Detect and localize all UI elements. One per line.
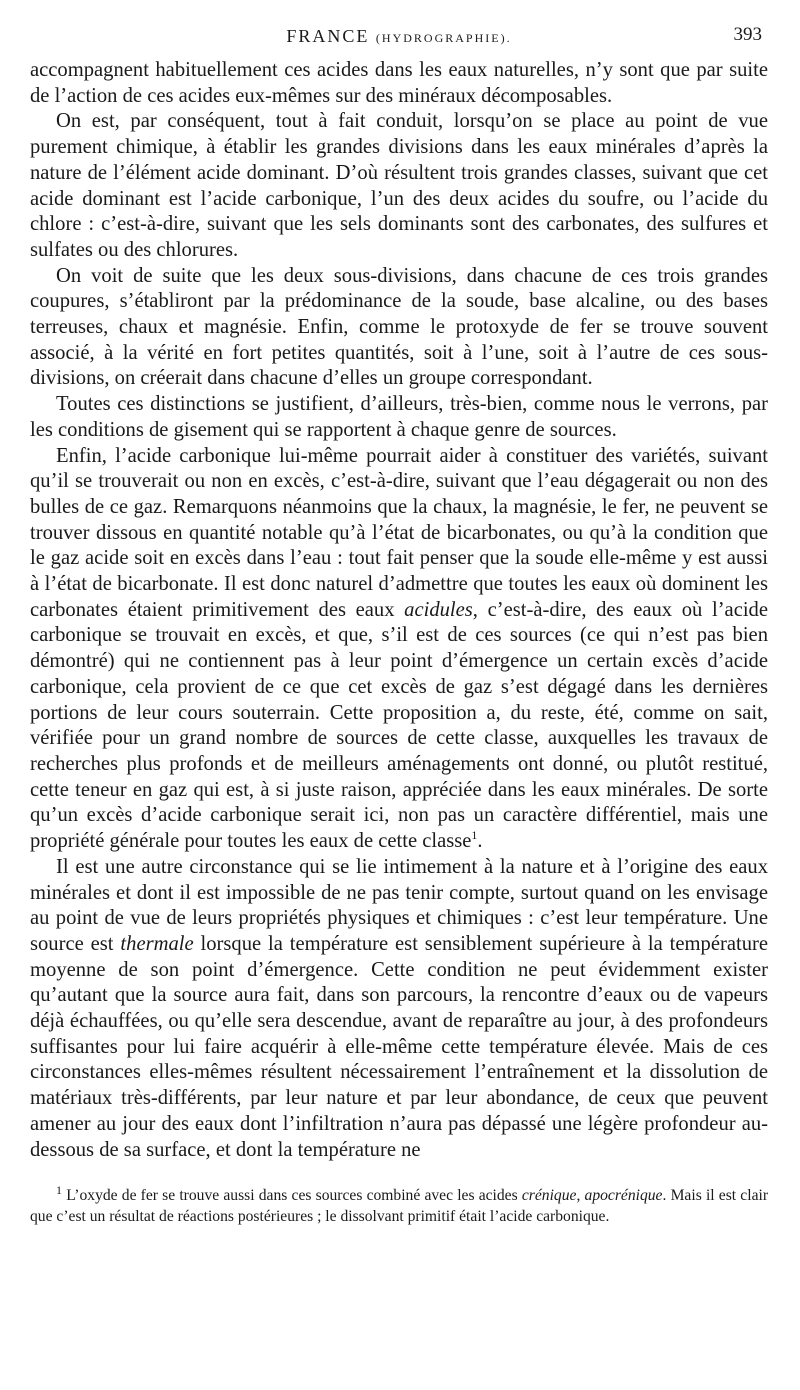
book-page (30, 22, 768, 1227)
text-segment: accompagnent habituellement ces acides dans les eaux naturelles, n’y sont que par suite de l’action de ces acides eux-mêmes sur des minéraux décomposables. (30, 59, 768, 107)
italic-text: thermale (120, 932, 194, 955)
text-segment: Il est une autre circonstance qui se lie intimement à la nature et à l’origine des eaux minérales et dont il est impossible de ne pas tenir compte, surtout quand on les envisage au point de vue de leurs propriétés physiques et chimiques : c’est leur température. Une source est (30, 855, 768, 955)
text-segment: lorsque la température est sensiblement supérieure à la température moyenne de son point d’émergence. Cette condition ne peut évidemment exister qu’autant que la source aura fait, dans son parcours, la rencontre d’eaux ou de vapeurs déjà échauffées, ou qu’elle sera descendue, avant de reparaître au jour, à des profondeurs suffisantes pour lui faire acquérir à elle-même cette température élevée. Mais de ces circonstances elles-mêmes résultent nécessairement l’entraînement et la dissolution de matériaux très-différents, par leur nature et par leur abondance, de ceux que peuvent amener au jour des eaux dont l’infiltration n’aura pas dépassé une légère profondeur au-dessous de sa surface, et dont la température ne (30, 932, 769, 1161)
paragraph (30, 855, 768, 1163)
text-segment: . (477, 830, 483, 853)
text-segment: , (576, 1187, 585, 1205)
italic-text: acidules (404, 598, 473, 621)
footnotes (30, 1185, 768, 1227)
footnote (30, 1185, 768, 1227)
body-text (30, 58, 768, 1163)
running-head-country: FRANCE (286, 26, 370, 46)
footnote-marker: 1 (56, 1183, 62, 1198)
running-head-title (30, 26, 768, 47)
text-segment: Toutes ces distinctions se justifient, d’ailleurs, très-bien, comme nous le verrons, par les conditions de gisement qui se rapportent à chaque genre de sources. (30, 393, 768, 441)
text-segment: On est, par conséquent, tout à fait conduit, lorsqu’on se place au point de vue purement chimique, à établir les grandes divisions dans les eaux minérales d’après la nature de l’élément acide dominant. D’où résultent trois grandes classes, suivant que cet acide dominant est l’acide carbonique, l’un des deux acides du soufre, ou l’acide du chlore : c’est-à-dire, suivant que les sels dominants sont des carbonates, des sulfures et sulfates ou des chlorures. (30, 110, 768, 261)
text-segment: . Mais il est clair que c’est un résultat de réactions postérieures ; le dissolvant primitif était l’acide carbonique. (30, 1187, 769, 1226)
paragraph (30, 392, 768, 443)
paragraph (30, 58, 768, 109)
running-head (30, 22, 768, 52)
text-segment: Enfin, l’acide carbonique lui-même pourrait aider à constituer des variétés, suivant qu’il se trouverait ou non en excès, c’est-à-dire, suivant que l’eau dégagerait ou non des bulles de ce gaz. Remarquons néanmoins que la chaux, la magnésie, le fer, ne peuvent se trouver dissous en quantité notable qu’à l’état de bicarbonates, ou qu’à la condition que le gaz acide soit en excès dans l’eau : tout fait penser que la soude elle-même y est aussi à l’état de bicarbonate. Il est donc naturel d’admettre que toutes les eaux où dominent les carbonates étaient primitivement des eaux (30, 444, 768, 621)
paragraph (30, 264, 768, 393)
paragraph (30, 109, 768, 263)
text-segment: L’oxyde de fer se trouve aussi dans ces sources combiné avec les acides (62, 1187, 522, 1205)
paragraph (30, 444, 768, 855)
italic-text: apocrénique (584, 1187, 663, 1205)
running-head-subtitle: (HYDROGRAPHIE). (375, 31, 512, 45)
page-number: 393 (733, 24, 762, 45)
text-segment: , c’est-à-dire, des eaux où l’acide carbonique se trouvait en excès, et que, s’il est de ces sources (ce qui n’est pas bien démontré) qui ne contiennent pas à leur point d’émergence un certain excès d’acide carbonique, cela provient de ce que cet excès de gaz s’est dégagé dans les dernières portions de leur cours souterrain. Cette proposition a, du reste, été, comme on sait, vérifiée pour un grand nombre de sources de cette classe, auxquelles les travaux de recherches plus profonds et de meilleurs aménagements ont donné, ou plutôt restitué, cette teneur en gaz qui est, à si juste raison, appréciée dans les eaux minérales. De sorte qu’un excès d’acide carbonique serait ici, non pas un caractère différentiel, mais une propriété générale pour toutes les eaux de cette classe (30, 598, 768, 853)
footnote-marker: 1 (471, 828, 478, 843)
italic-text: crénique (521, 1187, 577, 1205)
text-segment: On voit de suite que les deux sous-divisions, dans chacune de ces trois grandes coupures, s’établiront par la prédominance de la soude, base alcaline, ou des bases terreuses, chaux et magnésie. Enfin, comme le protoxyde de fer se trouve souvent associé, à la vérité en fort petites quantités, soit à l’une, soit à l’autre de ces sous-divisions, on créerait dans chacune d’elles un groupe correspondant. (30, 264, 768, 390)
